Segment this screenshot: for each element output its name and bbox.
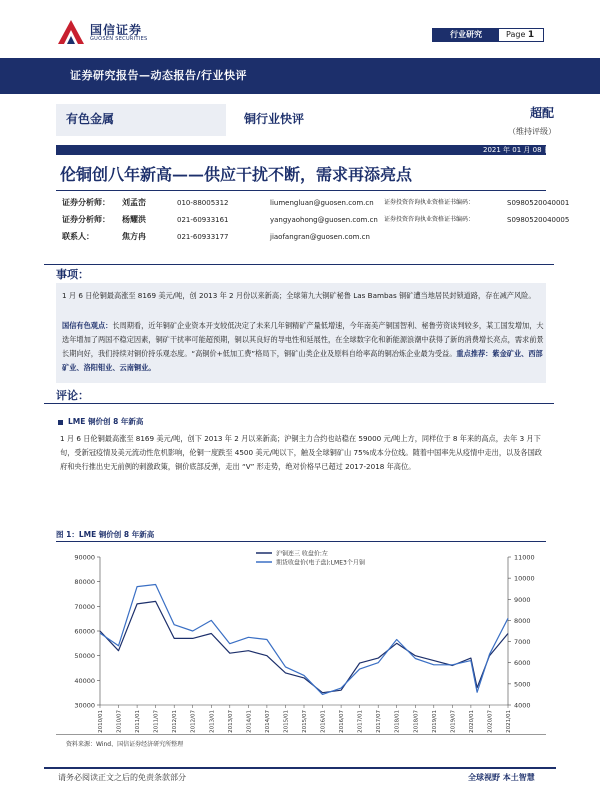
x-tick-label: 2020/07 [487,710,494,733]
x-tick-label: 2013/07 [227,710,234,733]
figure-caption: 图 1：LME 铜价创 8 年新高 [56,530,155,539]
x-tick-label: 2016/07 [339,710,346,733]
analyst-name: 刘孟峦 [122,198,146,207]
page-label: Page [506,30,526,39]
header-section-tag: 行业研究 [433,29,499,41]
guosen-view-label: 国信有色观点： [62,321,113,330]
industry-name: 有色金属 [66,112,115,126]
analyst-phone: 021-60933161 [177,216,229,224]
x-tick-label: 2013/01 [209,710,216,733]
right-tick-label: 5000 [514,680,531,689]
page-number: 1 [527,30,535,40]
analyst-email[interactable]: liumengluan@guosen.com.cn [270,199,374,207]
analyst-phone: 010-88005312 [177,199,229,207]
analyst-email[interactable]: yangyaohong@guosen.com.cn [270,216,378,224]
contact-name: 焦方冉 [122,232,146,241]
left-tick-label: 40000 [74,676,95,685]
recommendation-list: 紫金矿业、西部矿业、洛阳钼业、云南铜业。 [62,349,543,372]
x-tick-label: 2010/07 [116,710,123,733]
report-category: 证券研究报告—动态报告/行业快评 [70,69,248,82]
right-tick-label: 9000 [514,595,531,604]
x-tick-label: 2014/07 [264,710,271,733]
footer-disclaimer: 请务必阅读正文之后的免责条款部分 [58,773,186,782]
report-type: 铜行业快评 [244,112,305,126]
analyst-row [62,196,570,210]
analyst-cert-label: 证券投资咨询执业资格证书编码： [384,216,475,223]
x-tick-label: 2019/07 [450,710,457,733]
contact-email[interactable]: jiaofangran@guosen.com.cn [270,233,370,241]
x-tick-label: 2019/01 [431,710,438,733]
comment-divider [44,403,554,404]
guosen-view-paragraph [62,319,544,375]
x-tick-label: 2014/01 [246,710,253,733]
legend-label-2: 期货收盘价(电子盘):LME3个月铜 [276,559,365,567]
x-tick-label: 2015/01 [283,710,290,733]
analyst-role: 证券分析师： [62,198,110,207]
recommendation-label: 重点推荐： [456,349,493,358]
guosen-logo-icon [58,20,84,44]
analyst-cert-number: S0980520040001 [507,199,570,207]
x-tick-label: 2015/07 [302,710,308,733]
contact-role: 联系人： [62,232,94,241]
left-tick-label: 60000 [74,627,95,636]
contact-phone: 021-60933177 [177,233,229,241]
logo-text: 国信证券 [90,23,143,37]
rating-note: （维持评级） [508,127,556,136]
x-tick-label: 2017/07 [376,710,383,733]
x-tick-label: 2010/01 [98,710,104,733]
footer-slogan: 全球视野 本土智慧 [468,773,535,782]
x-tick-label: 2021/01 [506,710,512,733]
right-tick-label: 4000 [514,701,531,710]
left-tick-label: 30000 [74,701,95,710]
x-tick-label: 2020/01 [468,710,475,733]
x-tick-label: 2018/07 [413,710,420,733]
right-tick-label: 10000 [514,574,535,583]
page-indicator [506,29,534,41]
x-tick-label: 2011/07 [153,710,160,733]
left-tick-label: 80000 [74,578,95,587]
section-title: LME 铜价创 8 年新高 [68,417,144,426]
logo-english-text: GUOSEN SECURITIES [90,36,148,42]
series-line-1 [100,601,508,692]
analyst-row [62,230,552,244]
right-tick-label: 8000 [514,616,531,625]
analyst-role: 证券分析师： [62,215,110,224]
comment-paragraph: 1 月 6 日伦铜最高涨至 8169 美元/吨，创下 2013 年 2 月以来新高；沪铜主力合约也站稳在 59000 元/吨上方，同样位于 8 年来的高点，去年 3 月下旬，受新冠疫情及美元流动性危机影响，伦铜一度跌至 4500 美元/吨以下，触及全球铜矿山 75%成本分位线。随着中国率先从疫情中走出，以及各国政府和央行推出史无前例的刺激政策，铜价底部反弹，走出 “V” 形走势，绝对价格早已超过 2017-2018 年高位。 [60,434,542,471]
x-tick-label: 2017/01 [357,710,364,733]
right-tick-label: 7000 [514,638,531,647]
section-bullet-icon [58,420,63,425]
rating: 超配 [530,106,555,120]
affairs-divider [44,264,554,265]
guosen-view-body: 长周期看，近年铜矿企业资本开支较低决定了未来几年铜精矿产量低增速，今年南美产铜国智利、秘鲁劳资谈判较多，某工国发增加，大选年增加了两国不稳定因素，铜矿干扰率可能超预期，铜以其良好的导电性和延展性，在全球数字化和新能源浪潮中获得了新的消费增长亮点，需求前景长期向好，我们持续对铜价持乐观态度。“高铜价+低加工费”格局下，铜矿山类企业及原料自给率高的铜冶炼企业最为受益。 [62,321,544,358]
report-title: 伦铜创八年新高——供应干扰不断，需求再添亮点 [60,165,413,184]
date-bar [56,145,546,155]
x-tick-label: 2018/01 [394,710,401,733]
figure-bottom-divider [56,734,546,735]
footer-divider [44,767,556,769]
x-tick-label: 2011/01 [135,710,142,733]
comment-heading: 评论： [56,389,89,402]
figure-divider [56,541,546,542]
copper-price-chart [56,543,546,733]
x-tick-label: 2012/01 [172,710,179,733]
left-tick-label: 50000 [74,652,95,661]
report-date: 2021 年 01 月 08 日 [483,146,551,154]
legend-label-1: 沪铜连三 收盘价:左 [276,550,328,558]
right-tick-label: 11000 [514,553,535,562]
title-divider [56,190,546,191]
right-tick-label: 6000 [514,659,531,668]
analyst-row [62,213,570,227]
left-tick-label: 70000 [74,602,95,611]
affairs-paragraph: 1 月 6 日伦铜最高涨至 8169 美元/吨，创 2013 年 2 月份以来新高；全球第九大铜矿秘鲁 Las Bambas 铜矿遭当地居民封锁道路，存在减产风险。 [62,291,536,300]
analyst-cert-label: 证券投资咨询执业资格证书编码： [384,199,475,206]
affairs-heading: 事项： [56,268,89,281]
x-tick-label: 2016/01 [320,710,327,733]
figure-source: 资料来源：Wind、国信证券经济研究所整理 [66,741,184,748]
left-tick-label: 90000 [74,553,95,562]
x-tick-label: 2012/07 [190,710,197,733]
analyst-name: 杨耀洪 [122,215,146,224]
analyst-cert-number: S0980520040005 [507,216,570,224]
